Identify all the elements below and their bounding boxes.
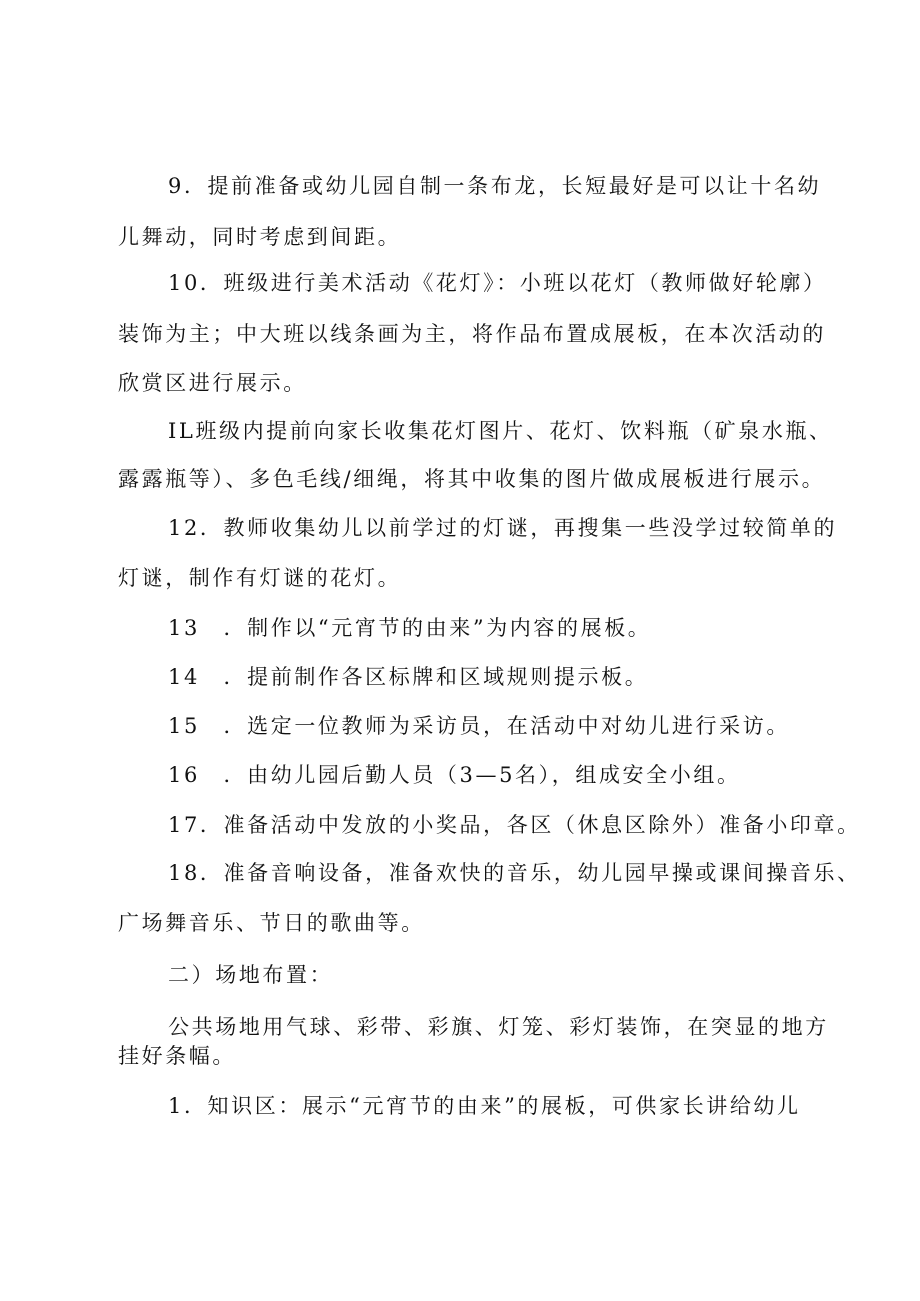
text-line: 12．教师收集幼儿以前学过的灯谜，再搜集一些没学过较简单的	[168, 516, 838, 540]
text-line: 18．准备音响设备，准备欢快的音乐，幼儿园早操或课间操音乐、	[168, 861, 861, 885]
text-line: 灯谜，制作有灯谜的花灯。	[118, 566, 402, 590]
text-line: 9．提前准备或幼儿园自制一条布龙，长短最好是可以让十名幼	[168, 174, 822, 198]
text-line: 14 ．提前制作各区标牌和区域规则提示板。	[168, 665, 649, 689]
text-line: 13 ．制作以“元宵节的由来”为内容的展板。	[168, 616, 652, 640]
section-heading: 二）场地布置：	[168, 963, 334, 987]
text-line: 17．准备活动中发放的小奖品，各区（休息区除外）准备小印章。	[168, 813, 861, 837]
text-line: 装饰为主；中大班以线条画为主，将作品布置成展板，在本次活动的	[118, 322, 826, 346]
text-line: 10．班级进行美术活动《花灯》：小班以花灯（教师做好轮廓）	[168, 271, 827, 295]
text-line: 公共场地用气球、彩带、彩旗、灯笼、彩灯装饰，在突显的地方	[168, 1015, 829, 1039]
text-line: 儿舞动，同时考虑到间距。	[118, 225, 402, 249]
text-line: 广场舞音乐、节日的歌曲等。	[118, 911, 425, 935]
text-line: 15 ．选定一位教师为采访员，在活动中对幼儿进行采访。	[168, 714, 790, 738]
text-line: IL班级内提前向家长收集花灯图片、花灯、饮料瓶（矿泉水瓶、	[168, 419, 833, 443]
text-line: 1．知识区：展示“元宵节的由来”的展板，可供家长讲给幼儿	[168, 1094, 801, 1118]
text-line: 欣赏区进行展示。	[118, 371, 307, 395]
text-line: 露露瓶等）、多色毛线/细绳，将其中收集的图片做成展板进行展示。	[118, 467, 826, 491]
text-line: 16 ．由幼儿园后勤人员（3—5名），组成安全小组。	[168, 763, 741, 787]
text-line: 挂好条幅。	[118, 1044, 236, 1068]
